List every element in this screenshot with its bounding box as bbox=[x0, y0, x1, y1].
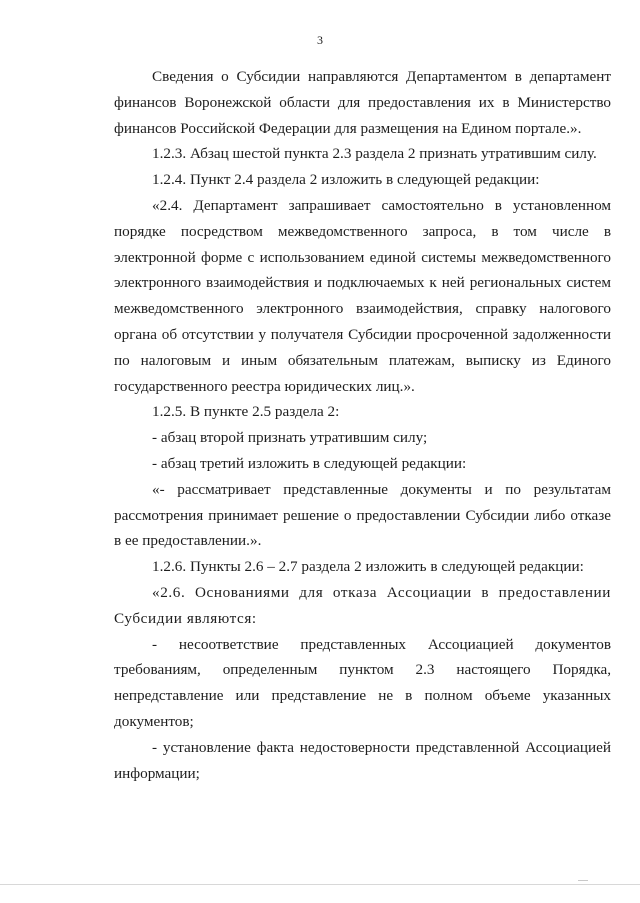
page-number: 3 bbox=[317, 33, 323, 47]
paragraph-1-2-3: 1.2.3. Абзац шестой пункта 2.3 раздела 2 признать утратившим силу. bbox=[152, 145, 597, 163]
paragraph-1-2-5: 1.2.5. В пункте 2.5 раздела 2: bbox=[152, 403, 340, 421]
paragraph-2-4: «2.4. Департамент запрашивает самостоятельно в установленном порядке посредством межведомственного запроса, в том числе в электронной форме с использованием единой системы межведомственного электронного взаимодействия и подключаемых к ней региональных систем межведомственного электронного взаимодействия, справку налогового органа об отсутствии у получателя Субсидии просроченной задолженности по налоговым и иным обязательным платежам, выписку из Единого государственного реестра юридических лиц.». bbox=[114, 196, 611, 395]
paragraph-2-6: «2.6. Основаниями для отказа Ассоциации в предоставлении Субсидии являются: bbox=[114, 583, 611, 627]
paragraph-1-2-6: 1.2.6. Пункты 2.6 – 2.7 раздела 2 изложить в следующей редакции: bbox=[152, 558, 584, 576]
scan-mark bbox=[578, 880, 588, 881]
scan-bottom-edge bbox=[0, 884, 640, 885]
paragraph-abzac-second: - абзац второй признать утратившим силу; bbox=[152, 429, 428, 447]
document-body bbox=[114, 64, 611, 786]
paragraph-subsidy-info: Сведения о Субсидии направляются Департаментом в департамент финансов Воронежской области для предоставления их в Министерство финансов Российской Федерации для размещения на Едином портале.». bbox=[114, 68, 611, 137]
paragraph-review-documents: «- рассматривает представленные документы и по результатам рассмотрения принимает решение о предоставлении Субсидии либо отказе в ее предоставлении.». bbox=[114, 480, 611, 550]
paragraph-non-compliance: - несоответствие представленных Ассоциацией документов требованиям, определенным пунктом 2.3 настоящего Порядка, непредставление или представление не в полном объеме указанных документов; bbox=[114, 635, 611, 730]
paragraph-abzac-third: - абзац третий изложить в следующей редакции: bbox=[152, 454, 467, 472]
paragraph-false-information: - установление факта недостоверности представленной Ассоциацией информации; bbox=[114, 738, 611, 782]
paragraph-1-2-4: 1.2.4. Пункт 2.4 раздела 2 изложить в следующей редакции: bbox=[152, 171, 540, 189]
